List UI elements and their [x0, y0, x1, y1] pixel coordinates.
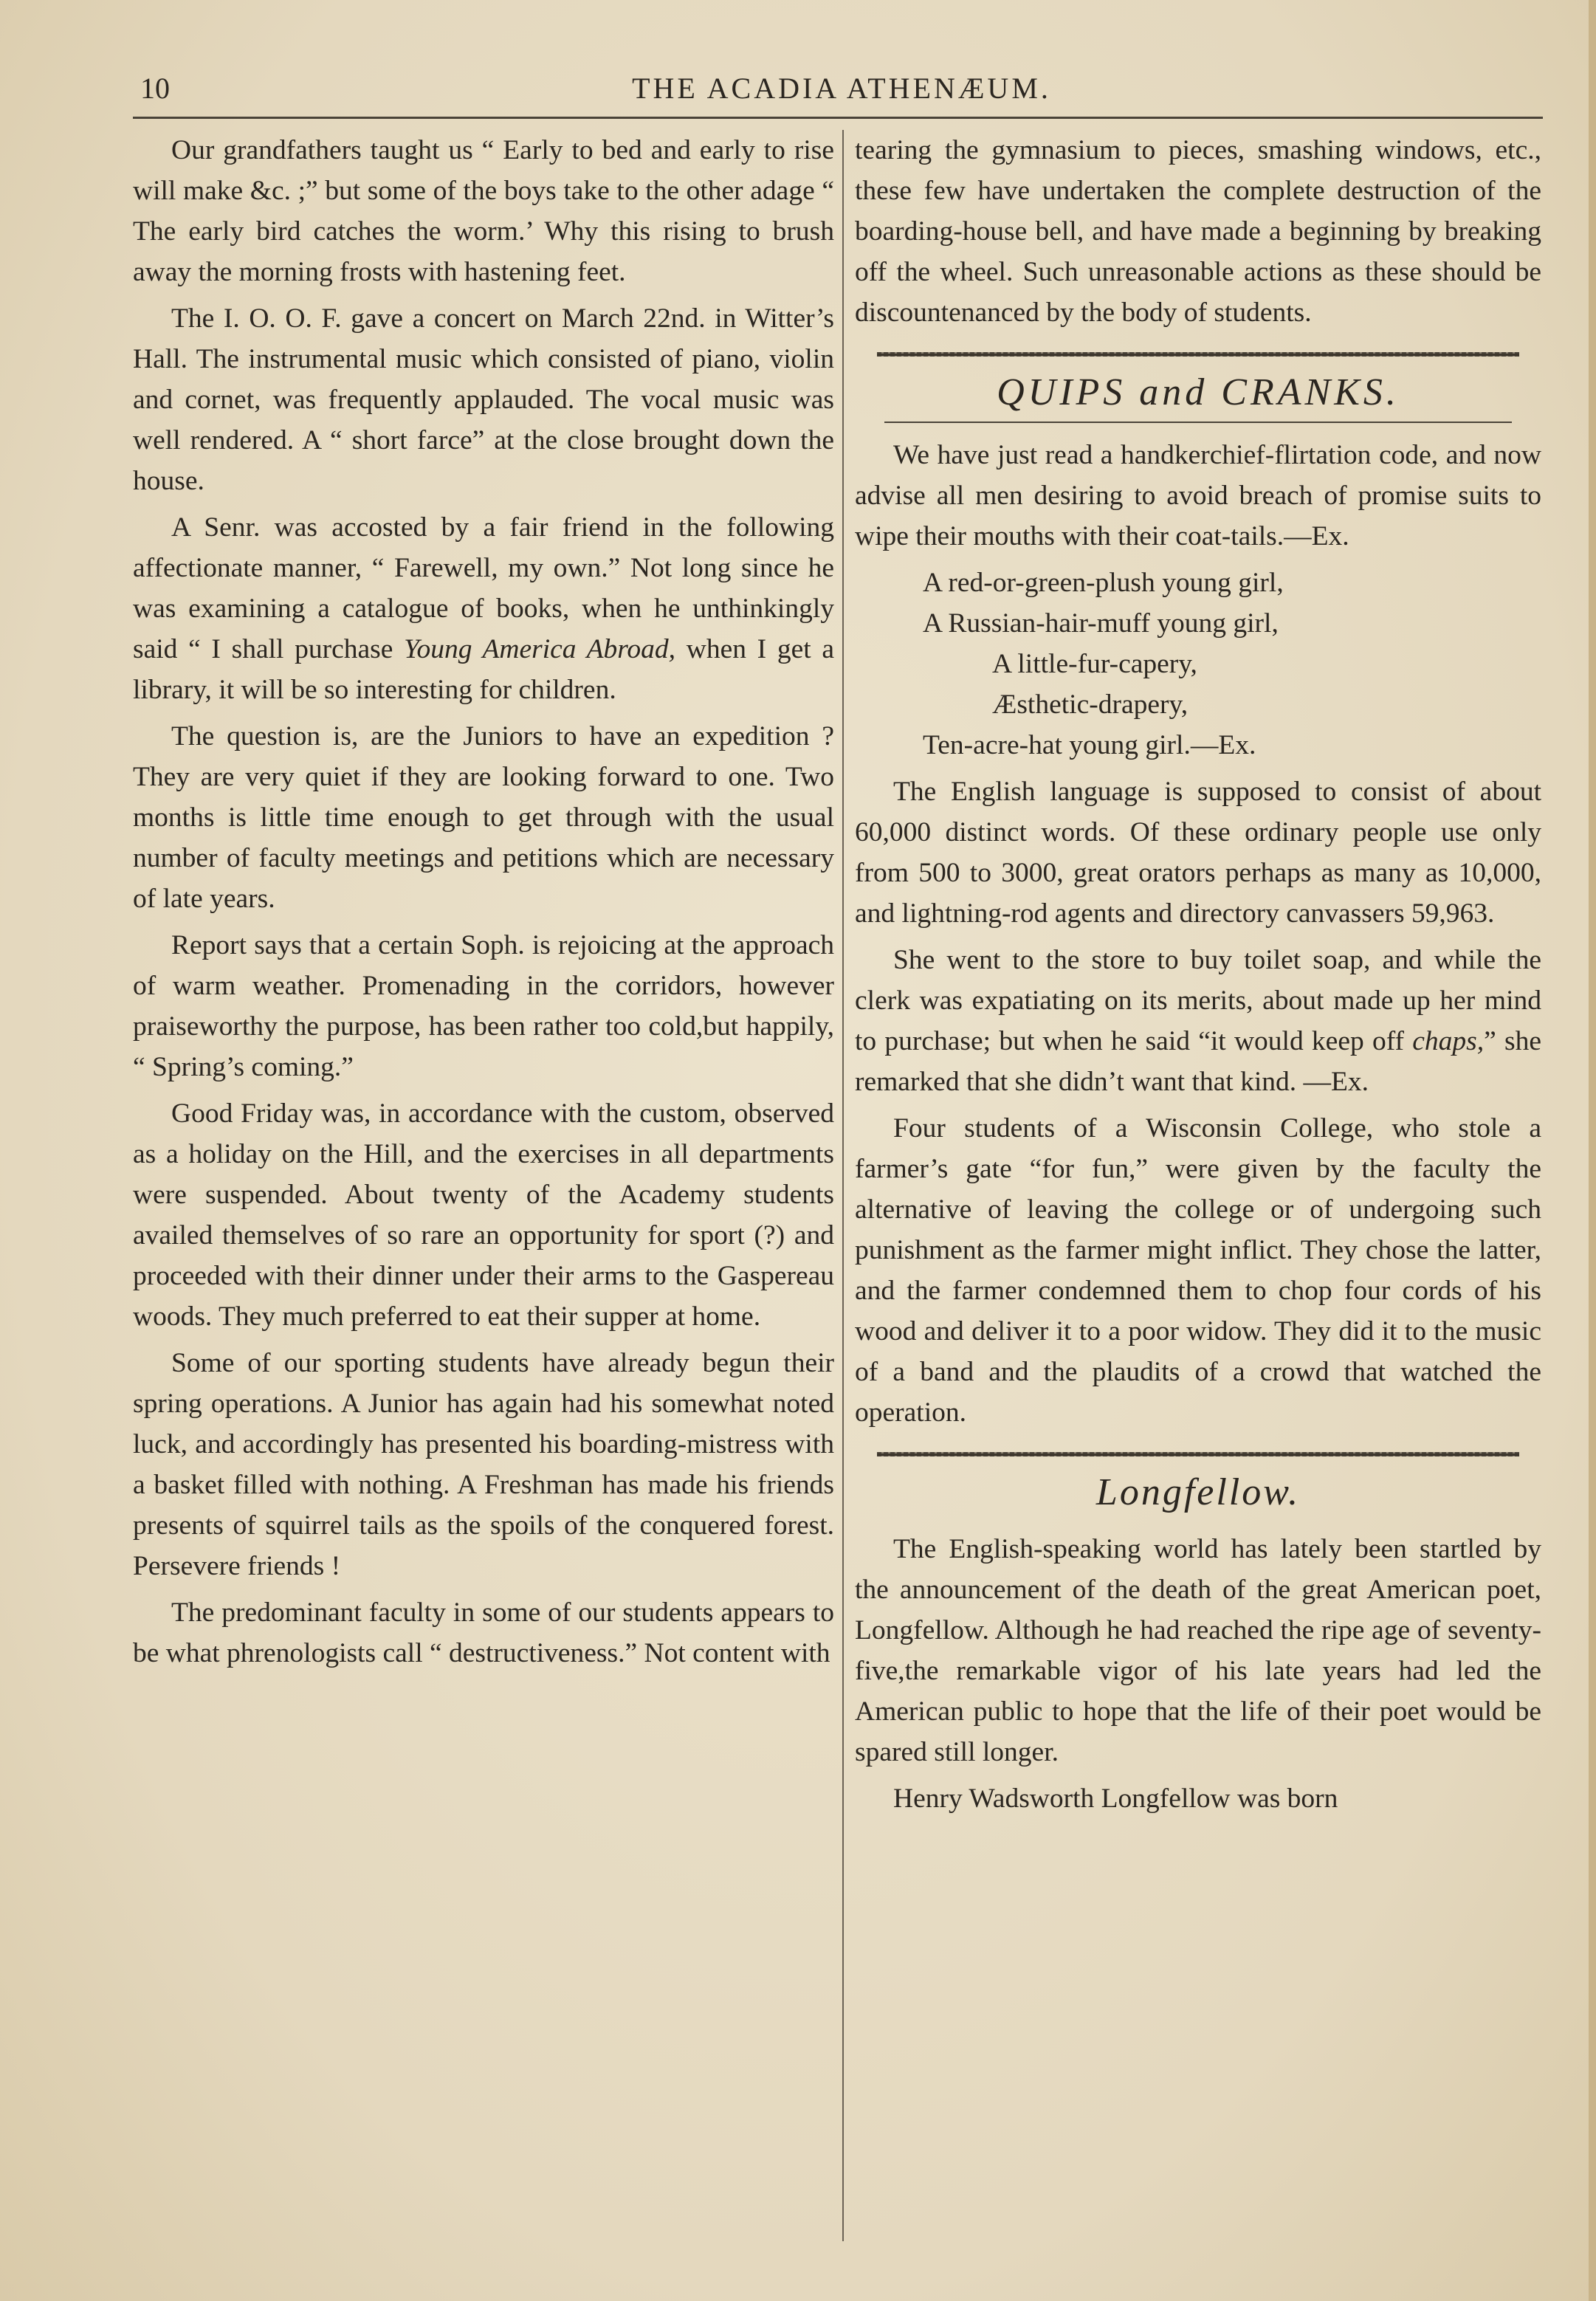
paragraph-soph: Report says that a certain Soph. is rejoicing at the approach of warm weather. Promenading in the corridors, however praiseworthy the purpose, has been rather too cold,but happily, “ Spring’s coming.”: [133, 930, 834, 1082]
poem-line: Æsthetic-drapery,: [992, 689, 1189, 720]
soap-text: She went to the store to buy toilet soap, and while the clerk was expatiating on its merits, about made up her mind to purchase; but when he said “it would keep off: [855, 945, 1541, 1056]
paragraph-senr: [133, 507, 834, 710]
poem: [855, 563, 1541, 766]
header-rule: [133, 117, 1543, 119]
senr-text: A Senr. was accosted by a fair friend in the following affectionate manner, “ Farewell, my own.” Not long since he was examining a catalogue of books, when he unthinkingly said “ I shall purchase: [133, 512, 834, 664]
soap-tail: ” she remarked that she didn’t want that kind. —Ex.: [855, 1026, 1541, 1097]
paragraph-continuation: tearing the gymnasium to pieces, smashing windows, etc., these few have undertaken the complete destruction of the boarding-house bell, and have made a beginning by breaking off the wheel. Such unreasonable actions as these should be discountenanced by the body of students.: [855, 135, 1541, 328]
senr-tail: when I get a library, it will be so interesting for children.: [133, 634, 835, 705]
senr-book-title: Young America Abroad,: [404, 634, 676, 664]
poem-line: A red-or-green-plush young girl,: [923, 568, 1284, 598]
page-header: [140, 71, 1543, 115]
quips-heading: QUIPS and CRANKS.: [997, 371, 1400, 413]
column-divider: [842, 130, 844, 2241]
paragraph-destructiveness: The predominant faculty in some of our students appears to be what phrenologists call “ destructiveness.” Not content with: [133, 1597, 834, 1668]
quips-underline: [884, 422, 1512, 423]
poem-line: A little-fur-capery,: [992, 649, 1197, 679]
longfellow-heading: Longfellow.: [1095, 1471, 1301, 1513]
running-head: THE ACADIA ATHENÆUM.: [632, 72, 1051, 105]
page-edge: [1589, 0, 1596, 2301]
paragraph-wisconsin: Four students of a Wisconsin College, who stole a farmer’s gate “for fun,” were given by the faculty the alternative of leaving the college or of undergoing such punishment as the farmer might inflict. They chose the latter, and the farmer condemned them to chop four cords of his wood and deliver it to a poor widow. They did it to the music of a band and the plaudits of a crowd that watched the operation.: [855, 1113, 1541, 1428]
paragraph-juniors: The question is, are the Juniors to have an expedition ? They are very quiet if they are looking forward to one. Two months is little time enough to get through with the usual number of faculty meetings and petitions which are necessary of late years.: [133, 721, 834, 914]
paragraph-sporting: Some of our sporting students have already begun their spring operations. A Junior has again had his somewhat noted luck, and accordingly has presented his boarding-mistress with a basket filled with nothing. A Freshman has made his friends presents of squirrel tails as the spoils of the conquered forest. Persevere friends !: [133, 1348, 834, 1581]
soap-italic: chaps,: [1412, 1026, 1485, 1056]
paragraph-toilet-soap: [855, 940, 1541, 1102]
paragraph-ioof-concert: The I. O. O. F. gave a concert on March 22nd. in Witter’s Hall. The instrumental music which consisted of piano, violin and cornet, was frequently applauded. The vocal music was well rendered. A “ short farce” at the close brought down the house.: [133, 303, 834, 496]
page-number: 10: [140, 72, 170, 105]
section-rule-longfellow: [877, 1452, 1519, 1456]
paragraph-good-friday: Good Friday was, in accordance with the custom, observed as a holiday on the Hill, and the exercises in all departments were suspended. About twenty of the Academy students availed themselves of so rare an opportunity for sport (?) and proceeded with their dinner under their arms to the Gaspereau woods. They much preferred to eat their supper at home.: [133, 1098, 834, 1332]
paragraph-english-language: The English language is supposed to consist of about 60,000 distinct words. Of these ordinary people use only from 500 to 3000, great orators perhaps as many as 10,000, and lightning-rod agents and directory canvassers 59,963.: [855, 777, 1541, 929]
paragraph-handkerchief: We have just read a handkerchief-flirtation code, and now advise all men desiring to avoid breach of promise suits to wipe their mouths with their coat-tails.—Ex.: [855, 440, 1541, 551]
paragraph-longfellow-born: Henry Wadsworth Longfellow was born: [893, 1784, 1338, 1814]
paragraph-grandfathers: Our grandfathers taught us “ Early to bed and early to rise will make &c. ;” but some of the boys take to the other adage “ The early bird catches the worm.’ Why this rising to brush away the morning frosts with hastening feet.: [133, 135, 834, 287]
section-rule-quips: [877, 352, 1519, 357]
poem-line: Ten-acre-hat young girl.—Ex.: [923, 730, 1256, 760]
poem-line: A Russian-hair-muff young girl,: [923, 608, 1279, 639]
left-column: [133, 130, 834, 1679]
right-column: [855, 130, 1541, 1825]
paragraph-longfellow-death: The English-speaking world has lately been startled by the announcement of the death of the great American poet, Longfellow. Although he had reached the ripe age of seventy-five,the remarkable vigor of his late years had led the American public to hope that the life of their poet would be spared still longer.: [855, 1534, 1541, 1767]
